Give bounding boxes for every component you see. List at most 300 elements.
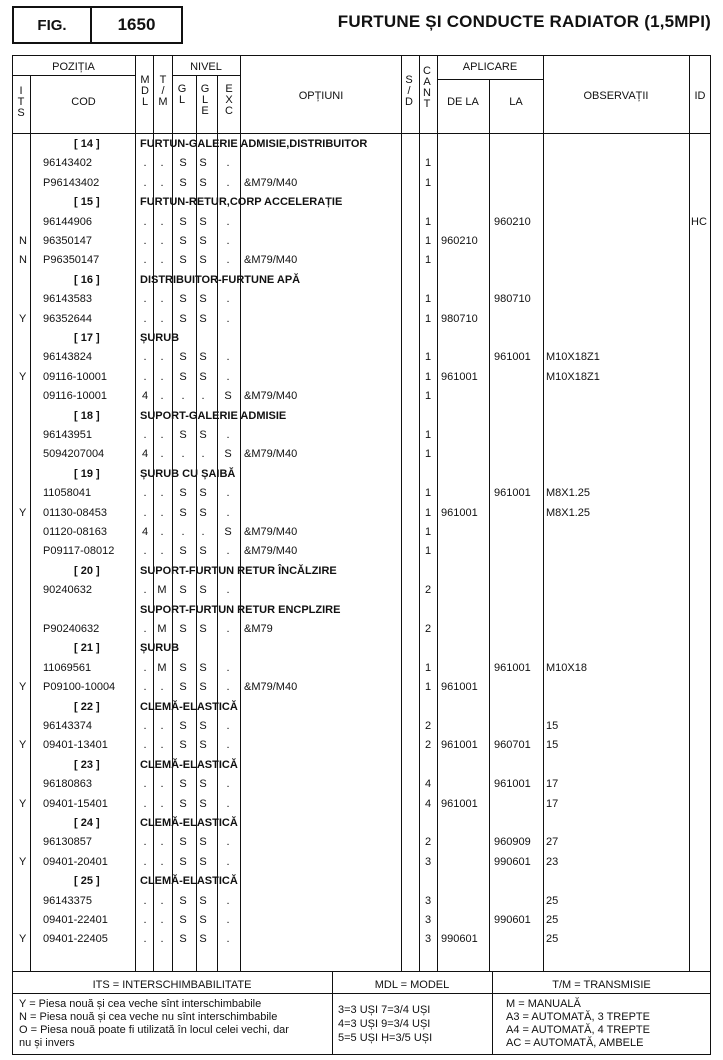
group-title: SUPORT-FURTUN RETUR ÎNCĂLZIRE <box>140 565 337 577</box>
group-position: [ 16 ] <box>74 274 100 286</box>
cell-cant: 2 <box>424 739 432 751</box>
cell-gl: S <box>179 623 187 635</box>
cell-gle: S <box>199 662 207 674</box>
cell-mdl: . <box>143 293 147 305</box>
header-optiuni: OPȚIUNI <box>298 90 344 102</box>
column-divider <box>437 55 438 971</box>
cell-gle: S <box>199 351 207 363</box>
cell-its: Y <box>19 681 27 693</box>
cell-mdl: . <box>143 487 147 499</box>
group-position: [ 22 ] <box>74 701 100 713</box>
column-divider <box>543 55 544 971</box>
cell-its: Y <box>19 798 27 810</box>
header-subline <box>172 75 240 76</box>
cell-gle: S <box>199 507 207 519</box>
cell-gle: S <box>199 778 207 790</box>
cell-gl: S <box>179 895 187 907</box>
cell-cod: 96350147 <box>43 235 92 247</box>
cell-cod: 09116-10001 <box>43 371 108 383</box>
cell-gle: S <box>199 933 207 945</box>
cell-mdl: . <box>143 313 147 325</box>
cell-tm: . <box>160 933 164 945</box>
cell-observatii: 25 <box>546 933 559 945</box>
cell-exc: . <box>226 720 230 732</box>
cell-cod: P90240632 <box>43 623 100 635</box>
cell-cant: 2 <box>424 584 432 596</box>
cell-gle: S <box>199 235 207 247</box>
figure-number: 1650 <box>117 15 156 34</box>
cell-gl: S <box>179 487 187 499</box>
cell-cant: 1 <box>424 429 432 441</box>
cell-gle: S <box>199 487 207 499</box>
cell-mdl: . <box>143 914 147 926</box>
group-position: [ 18 ] <box>74 410 100 422</box>
legend-title-line <box>12 993 711 994</box>
cell-tm: M <box>157 662 167 674</box>
group-title: DISTRIBUITOR-FURTUNE APĂ <box>140 274 301 286</box>
cell-cod: 5094207004 <box>43 448 105 460</box>
cell-cant: 1 <box>424 681 432 693</box>
legend-mdl-line: 3=3 UȘI 7=3/4 UȘI <box>338 1004 431 1016</box>
cell-cant: 1 <box>424 662 432 674</box>
cell-observatii: 27 <box>546 836 559 848</box>
group-title: CLEMĂ-ELASTICĂ <box>140 817 238 829</box>
group-position: [ 17 ] <box>74 332 100 344</box>
cell-its: Y <box>19 371 27 383</box>
cell-exc: S <box>224 390 232 402</box>
cell-exc: . <box>226 662 230 674</box>
cell-optiuni: &M79/M40 <box>244 448 298 460</box>
cell-its: N <box>19 235 27 247</box>
group-position: [ 21 ] <box>74 642 100 654</box>
cell-exc: S <box>224 448 232 460</box>
cell-gle: . <box>201 390 205 402</box>
cell-optiuni: &M79/M40 <box>244 545 298 557</box>
cell-exc: . <box>226 507 230 519</box>
cell-de-la: 990601 <box>441 933 478 945</box>
legend-tm-title: T/M = TRANSMISIE <box>552 979 651 991</box>
cell-gl: . <box>181 526 185 538</box>
cell-tm: . <box>160 177 164 189</box>
cell-cod: 09401-13401 <box>43 739 108 751</box>
cell-its: Y <box>19 856 27 868</box>
cell-cant: 1 <box>424 177 432 189</box>
cell-gle: S <box>199 623 207 635</box>
cell-cant: 3 <box>424 895 432 907</box>
parts-table-frame <box>12 55 711 1055</box>
header-cant: C A N T <box>423 65 431 110</box>
group-position: [ 23 ] <box>74 759 100 771</box>
cell-cod: 09401-22401 <box>43 914 108 926</box>
cell-cod: 09401-22405 <box>43 933 108 945</box>
cell-gle: . <box>201 448 205 460</box>
cell-gle: S <box>199 545 207 557</box>
figure-label: FIG. <box>37 17 67 34</box>
cell-observatii: 25 <box>546 914 559 926</box>
legend-its-title: ITS = INTERSCHIMBABILITATE <box>92 979 252 991</box>
group-title: SUPORT-GALERIE ADMISIE <box>140 410 287 422</box>
header-bottom-line <box>12 133 711 134</box>
cell-cant: 2 <box>424 836 432 848</box>
group-title: CLEMĂ-ELASTICĂ <box>140 875 238 887</box>
cell-cod: 09116-10001 <box>43 390 108 402</box>
cell-cant: 1 <box>424 254 432 266</box>
cell-gle: S <box>199 254 207 266</box>
cell-gle: S <box>199 371 207 383</box>
cell-cant: 4 <box>424 798 432 810</box>
cell-gl: S <box>179 507 187 519</box>
cell-exc: S <box>224 526 232 538</box>
cell-tm: . <box>160 157 164 169</box>
cell-its: Y <box>19 507 27 519</box>
legend-its-line: O = Piesa nouă poate fi utilizată în locul celei vechi, dar <box>19 1024 289 1036</box>
cell-la: 961001 <box>494 662 531 674</box>
cell-mdl: . <box>143 856 147 868</box>
header-exc: E X C <box>225 83 233 117</box>
cell-cod: P96350147 <box>43 254 100 266</box>
legend-tm-line: A3 = AUTOMATĂ, 3 TREPTE <box>506 1011 650 1023</box>
cell-gle: S <box>199 429 207 441</box>
cell-gle: S <box>199 914 207 926</box>
cell-tm: . <box>160 778 164 790</box>
column-divider <box>401 55 402 971</box>
cell-tm: . <box>160 526 164 538</box>
group-position: [ 24 ] <box>74 817 100 829</box>
group-title: FURTUN-GALERIE ADMISIE,DISTRIBUITOR <box>140 138 368 150</box>
legend-its-line: N = Piesa nouă și cea veche nu sînt interschimbabile <box>19 1011 278 1023</box>
cell-cod: P09117-08012 <box>43 545 115 557</box>
cell-cod: 11058041 <box>43 487 92 499</box>
cell-gl: S <box>179 254 187 266</box>
cell-gl: S <box>179 798 187 810</box>
cell-observatii: 25 <box>546 895 559 907</box>
cell-mdl: . <box>143 681 147 693</box>
header-mdl: M D L <box>140 74 150 108</box>
cell-gle: S <box>199 681 207 693</box>
cell-gl: S <box>179 739 187 751</box>
header-de-la: DE LA <box>447 96 479 108</box>
cell-cod: 09401-20401 <box>43 856 108 868</box>
legend-tm-line: A4 = AUTOMATĂ, 4 TREPTE <box>506 1024 650 1036</box>
cell-gl: S <box>179 429 187 441</box>
cell-mdl: . <box>143 545 147 557</box>
cell-la: 960701 <box>494 739 531 751</box>
cell-mdl: . <box>143 254 147 266</box>
cell-tm: . <box>160 351 164 363</box>
header-tm: T / M <box>158 74 168 108</box>
cell-gl: S <box>179 293 187 305</box>
cell-optiuni: &M79/M40 <box>244 390 298 402</box>
header-aplicare: APLICARE <box>462 61 518 73</box>
legend-mdl-line: 4=3 UȘI 9=3/4 UȘI <box>338 1018 431 1030</box>
cell-gl: S <box>179 856 187 868</box>
group-position: [ 25 ] <box>74 875 100 887</box>
legend-mdl-line: 5=5 UȘI H=3/5 UȘI <box>338 1032 433 1044</box>
cell-mdl: . <box>143 429 147 441</box>
cell-gl: S <box>179 157 187 169</box>
cell-mdl: . <box>143 623 147 635</box>
cell-observatii: 17 <box>546 778 559 790</box>
cell-exc: . <box>226 351 230 363</box>
cell-cant: 1 <box>424 216 432 228</box>
group-title: FURTUN-RETUR,CORP ACCELERAȚIE <box>140 196 343 208</box>
cell-gl: S <box>179 662 187 674</box>
legend-mdl-title: MDL = MODEL <box>374 979 450 991</box>
cell-optiuni: &M79/M40 <box>244 177 298 189</box>
cell-la: 961001 <box>494 778 531 790</box>
group-title: CLEMĂ-ELASTICĂ <box>140 759 238 771</box>
cell-gl: S <box>179 216 187 228</box>
cell-optiuni: &M79 <box>244 623 273 635</box>
cell-gl: S <box>179 313 187 325</box>
cell-de-la: 961001 <box>441 798 478 810</box>
cell-la: 960210 <box>494 216 531 228</box>
cell-cant: 1 <box>424 526 432 538</box>
cell-cant: 2 <box>424 720 432 732</box>
cell-mdl: . <box>143 371 147 383</box>
cell-cant: 1 <box>424 390 432 402</box>
cell-tm: . <box>160 914 164 926</box>
cell-mdl: 4 <box>141 526 149 538</box>
legend-its-line: Y = Piesa nouă și cea veche sînt interschimbabile <box>19 998 262 1010</box>
header-gle: G L E <box>200 83 210 117</box>
column-divider <box>196 75 197 971</box>
cell-tm: . <box>160 371 164 383</box>
column-divider <box>172 55 173 971</box>
cell-exc: . <box>226 836 230 848</box>
group-title: ȘURUB <box>140 642 180 654</box>
column-divider <box>689 55 690 971</box>
cell-cant: 1 <box>424 545 432 557</box>
cell-gle: S <box>199 216 207 228</box>
cell-tm: M <box>157 584 167 596</box>
column-divider <box>419 55 420 971</box>
body-bottom-line <box>12 971 711 972</box>
column-divider <box>153 55 154 971</box>
cell-cod: 96143374 <box>43 720 92 732</box>
cell-observatii: M10X18 <box>546 662 587 674</box>
cell-gl: S <box>179 351 187 363</box>
cell-cant: 1 <box>424 351 432 363</box>
cell-exc: . <box>226 778 230 790</box>
cell-la: 980710 <box>494 293 531 305</box>
cell-gle: S <box>199 798 207 810</box>
cell-cant: 1 <box>424 371 432 383</box>
cell-tm: . <box>160 313 164 325</box>
cell-mdl: . <box>143 584 147 596</box>
cell-cod: 96144906 <box>43 216 92 228</box>
group-title: CLEMĂ-ELASTICĂ <box>140 701 238 713</box>
group-title: ȘURUB CU ȘAIBĂ <box>140 468 236 480</box>
group-position: [ 14 ] <box>74 138 100 150</box>
cell-gl: S <box>179 933 187 945</box>
column-divider <box>30 75 31 971</box>
cell-de-la: 960210 <box>441 235 478 247</box>
cell-exc: . <box>226 856 230 868</box>
cell-tm: . <box>160 390 164 402</box>
cell-gl: S <box>179 371 187 383</box>
cell-gl: . <box>181 448 185 460</box>
cell-cod: 09401-15401 <box>43 798 108 810</box>
group-position: [ 15 ] <box>74 196 100 208</box>
column-divider <box>135 55 136 971</box>
cell-gl: . <box>181 390 185 402</box>
cell-mdl: . <box>143 235 147 247</box>
cell-cod: 96143402 <box>43 157 92 169</box>
page-title: FURTUNE ȘI CONDUCTE RADIATOR (1,5MPI) <box>337 12 711 31</box>
cell-la: 961001 <box>494 351 531 363</box>
cell-tm: . <box>160 429 164 441</box>
cell-exc: . <box>226 798 230 810</box>
cell-mdl: . <box>143 662 147 674</box>
header-observatii: OBSERVAȚII <box>583 90 649 102</box>
header-nivel: NIVEL <box>190 61 222 73</box>
group-title: ȘURUB <box>140 332 180 344</box>
cell-gl: S <box>179 545 187 557</box>
cell-cod: 90240632 <box>43 584 92 596</box>
cell-exc: . <box>226 293 230 305</box>
header-its: I T S <box>17 85 25 119</box>
cell-mdl: 4 <box>141 448 149 460</box>
cell-gle: S <box>199 895 207 907</box>
cell-gl: S <box>179 778 187 790</box>
cell-gl: S <box>179 235 187 247</box>
cell-tm: . <box>160 681 164 693</box>
cell-gle: S <box>199 157 207 169</box>
cell-cod: 01120-08163 <box>43 526 108 538</box>
cell-tm: . <box>160 235 164 247</box>
cell-la: 961001 <box>494 487 531 499</box>
cell-optiuni: &M79/M40 <box>244 526 298 538</box>
cell-cant: 1 <box>424 487 432 499</box>
cell-mdl: . <box>143 895 147 907</box>
cell-tm: . <box>160 895 164 907</box>
group-position: [ 20 ] <box>74 565 100 577</box>
cell-de-la: 961001 <box>441 739 478 751</box>
cell-exc: . <box>226 623 230 635</box>
cell-observatii: M10X18Z1 <box>546 351 600 363</box>
cell-gl: S <box>179 584 187 596</box>
cell-tm: . <box>160 798 164 810</box>
cell-gle: S <box>199 739 207 751</box>
cell-mdl: . <box>143 933 147 945</box>
cell-observatii: 15 <box>546 739 559 751</box>
cell-cod: P09100-10004 <box>43 681 116 693</box>
cell-observatii: 23 <box>546 856 559 868</box>
cell-cant: 1 <box>424 448 432 460</box>
legend-tm-line: AC = AUTOMATĂ, AMBELE <box>506 1037 644 1049</box>
cell-gle: S <box>199 836 207 848</box>
cell-exc: . <box>226 429 230 441</box>
cell-gle: S <box>199 720 207 732</box>
cell-cant: 1 <box>424 157 432 169</box>
cell-cod: 96143583 <box>43 293 92 305</box>
cell-observatii: M10X18Z1 <box>546 371 600 383</box>
cell-mdl: . <box>143 177 147 189</box>
cell-mdl: . <box>143 798 147 810</box>
header-gl: G L <box>177 83 187 106</box>
cell-mdl: . <box>143 836 147 848</box>
column-divider <box>217 75 218 971</box>
cell-tm: . <box>160 836 164 848</box>
cell-exc: . <box>226 933 230 945</box>
cell-cant: 1 <box>424 293 432 305</box>
column-divider <box>489 79 490 971</box>
cell-exc: . <box>226 254 230 266</box>
cell-tm: . <box>160 507 164 519</box>
cell-de-la: 961001 <box>441 507 478 519</box>
cell-optiuni: &M79/M40 <box>244 681 298 693</box>
figure-box <box>12 6 183 44</box>
cell-gle: S <box>199 856 207 868</box>
cell-gle: . <box>201 526 205 538</box>
cell-exc: . <box>226 681 230 693</box>
cell-gl: S <box>179 720 187 732</box>
cell-mdl: . <box>143 778 147 790</box>
cell-cant: 3 <box>424 914 432 926</box>
cell-exc: . <box>226 584 230 596</box>
cell-exc: . <box>226 371 230 383</box>
cell-gle: S <box>199 177 207 189</box>
header-pozitia: POZIȚIA <box>52 61 95 73</box>
cell-exc: . <box>226 313 230 325</box>
cell-gl: S <box>179 836 187 848</box>
cell-cod: 96180863 <box>43 778 92 790</box>
cell-gle: S <box>199 313 207 325</box>
cell-its: Y <box>19 313 27 325</box>
cell-cod: 11069561 <box>43 662 92 674</box>
cell-mdl: . <box>143 216 147 228</box>
cell-de-la: 961001 <box>441 371 478 383</box>
legend-tm-line: M = MANUALĂ <box>506 998 581 1010</box>
cell-exc: . <box>226 739 230 751</box>
header-cod: COD <box>71 96 96 108</box>
cell-exc: . <box>226 545 230 557</box>
cell-tm: M <box>157 623 167 635</box>
cell-cant: 4 <box>424 778 432 790</box>
cell-exc: . <box>226 895 230 907</box>
cell-cod: 96130857 <box>43 836 92 848</box>
cell-mdl: 4 <box>141 390 149 402</box>
cell-la: 960909 <box>494 836 531 848</box>
cell-exc: . <box>226 487 230 499</box>
cell-cant: 2 <box>424 623 432 635</box>
cell-tm: . <box>160 487 164 499</box>
cell-cant: 1 <box>424 313 432 325</box>
cell-cant: 1 <box>424 507 432 519</box>
cell-its: N <box>19 254 27 266</box>
group-title: SUPORT-FURTUN RETUR ENCPLZIRE <box>140 604 341 616</box>
cell-exc: . <box>226 914 230 926</box>
cell-its: Y <box>19 933 27 945</box>
cell-la: 990601 <box>494 856 531 868</box>
cell-mdl: . <box>143 739 147 751</box>
cell-cod: 96352644 <box>43 313 92 325</box>
cell-exc: . <box>226 235 230 247</box>
header-la: LA <box>509 96 523 108</box>
cell-mdl: . <box>143 351 147 363</box>
cell-observatii: M8X1.25 <box>546 487 591 499</box>
cell-tm: . <box>160 216 164 228</box>
column-divider <box>240 55 241 971</box>
cell-mdl: . <box>143 720 147 732</box>
cell-cod: 96143824 <box>43 351 92 363</box>
cell-exc: . <box>226 177 230 189</box>
cell-tm: . <box>160 545 164 557</box>
cell-gl: S <box>179 681 187 693</box>
cell-de-la: 961001 <box>441 681 478 693</box>
cell-tm: . <box>160 448 164 460</box>
